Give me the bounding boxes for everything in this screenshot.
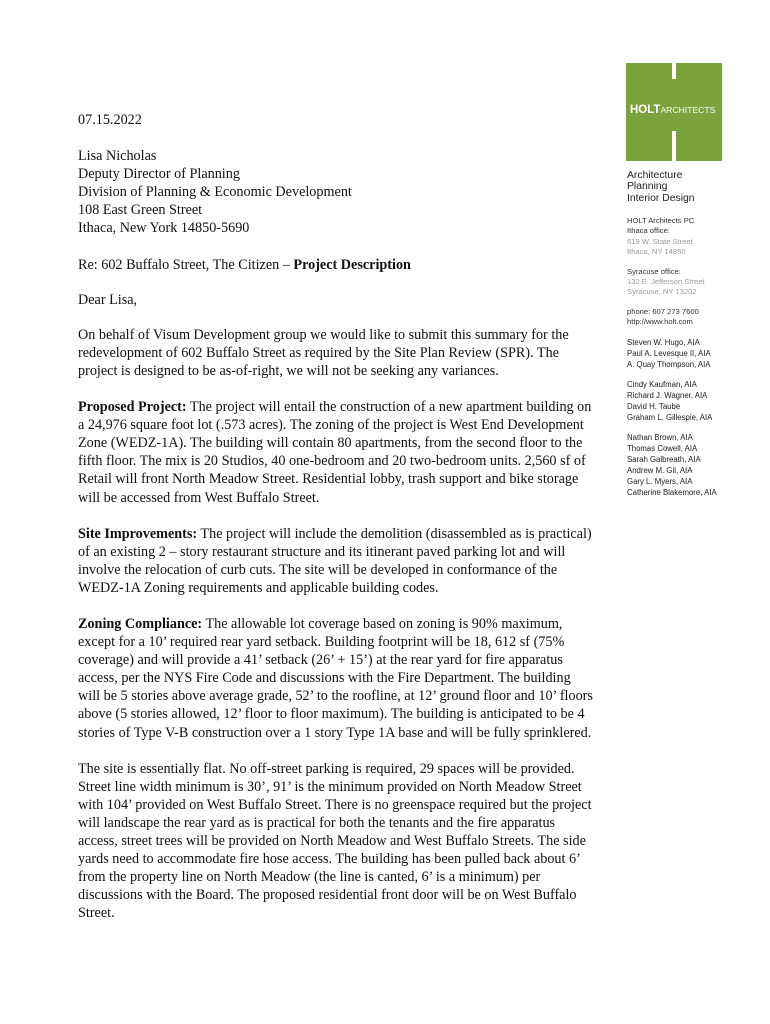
zoning-compliance-heading: Zoning Compliance: <box>78 615 203 632</box>
website-link[interactable]: http://www.holt.com <box>627 317 693 327</box>
subject-line <box>78 256 596 274</box>
principal-name: Sarah Galbreath, AIA <box>627 454 701 464</box>
subject-bold: Project Description <box>293 256 411 273</box>
holt-architects-logo <box>626 63 722 161</box>
principals-group-3 <box>627 432 747 498</box>
proposed-project-heading: Proposed Project: <box>78 399 187 416</box>
recipient-name: Lisa Nicholas <box>78 148 157 165</box>
principal-name: Thomas Cowell, AIA <box>627 443 698 453</box>
syracuse-office-block <box>627 267 747 298</box>
logo-architects: ARCHITECTS <box>660 105 716 115</box>
firm-name: HOLT Architects PC <box>627 215 695 225</box>
letter-body <box>78 111 596 940</box>
syracuse-city: Syracuse, NY 13202 <box>627 287 697 297</box>
principal-name: Cindy Kaufman, AIA <box>627 379 697 389</box>
site-improvements-heading: Site Improvements: <box>78 525 198 542</box>
principals-list <box>627 337 747 498</box>
ithaca-office-block <box>627 216 747 258</box>
principal-name: Richard J. Wagner, AIA <box>627 390 708 400</box>
ithaca-office-label: Ithaca office: <box>627 226 670 236</box>
principal-name: Catherine Blakemore, AIA <box>627 487 717 497</box>
principal-name: A. Quay Thompson, AIA <box>627 359 711 369</box>
site-improvements-paragraph <box>78 525 596 597</box>
principal-name: Gary L. Myers, AIA <box>627 476 693 486</box>
site-improvements-text: The project will include the demolition (disassembled as is practical) of an existing 2 – story restaurant structure and its itinerant paved parking lot and will involve the relocation of curb cuts. The site will be developed in conformance of the WEDZ-1A Zoning requirements and applicable building codes. <box>78 525 592 596</box>
syracuse-street: 132 E. Jefferson Street <box>627 276 705 286</box>
subject-prefix: Re: 602 Buffalo Street, The Citizen – <box>78 256 294 273</box>
zoning-compliance-text: The allowable lot coverage based on zoning is 90% maximum, except for a 10’ required rear yard setback. Building footprint will be 18, 612 sf (75% coverage) and will provide a 41’ setback (26’ + 15’) at the rear yard for fire apparatus access, per the NYS Fire Code and discussions with the Fire Department. The building will be 5 stories above average grade, 52’ to the roofline, at 12’ ground floor and 10’ floors above (5 stories allowed, 12’ floor to floor maximum). The building is anticipated to be 4 stories of Type V-B construction over a 1 story Type 1A base and will be fully sprinklered. <box>78 615 593 741</box>
greeting: Dear Lisa, <box>78 291 138 308</box>
site-description-paragraph: The site is essentially flat. No off-street parking is required, 29 spaces will be provided. Street line width minimum is 30’, 91’ is the minimum provided on North Meadow Street with 104’ provided on West Buffalo Street. There is no greenspace required but the project will landscape the rear yard as is practical for both the tenants and the fire apparatus access, street trees will be provided on North Meadow and West Buffalo Streets. The side yards need to accommodate fire hose access. The building has been pulled back about 6’ from the property line on North Meadow (the line is canted, 6’ is a minimum) per discussions with the Board. The proposed residential front door will be on West Buffalo Street. <box>78 760 592 922</box>
recipient-city: Ithaca, New York 14850-5690 <box>78 220 250 237</box>
logo-holt: HOLT <box>630 104 661 116</box>
syracuse-office-label: Syracuse office: <box>627 266 681 276</box>
zoning-compliance-paragraph <box>78 615 596 742</box>
proposed-project-text: The project will entail the construction of a new apartment building on a 24,976 square foot lot (.573 acres). The zoning of the project is West End Development Zone (WEDZ-1A). The building will contain 80 apartments, from the second floor to the fifth floor. The mix is 20 Studios, 40 one-bedroom and 20 two-bedroom units. 2,560 sf of Retail will front North Meadow Street. Residential lobby, trash support and bike storage will be accessed from West Buffalo Street. <box>78 399 592 506</box>
principal-name: Steven W. Hugo, AIA <box>627 337 700 347</box>
principal-name: David H. Taube <box>627 401 681 411</box>
ithaca-street: 619 W. State Street <box>627 236 693 246</box>
principals-group-1 <box>627 337 747 370</box>
service-planning: Planning <box>627 181 668 193</box>
intro-paragraph: On behalf of Visum Development group we would like to submit this summary for the redevelopment of 602 Buffalo Street as required by the Site Plan Review (SPR). The project is designed to be as-of-right, we will not be seeking any variances. <box>78 326 569 379</box>
phone-number: phone: 607 273 7600 <box>627 306 699 316</box>
logo-top-bar <box>672 63 676 79</box>
recipient-title: Deputy Director of Planning <box>78 166 240 183</box>
services-list <box>627 170 747 204</box>
ithaca-city: Ithaca, NY 14850 <box>627 247 686 257</box>
letter-date: 07.15.2022 <box>78 112 142 128</box>
principal-name: Andrew M. Gil, AIA <box>627 465 693 475</box>
proposed-project-paragraph <box>78 398 596 507</box>
principal-name: Graham L. Gillespie, AIA <box>627 412 713 422</box>
logo-wordmark <box>630 104 715 116</box>
principals-group-2 <box>627 379 747 423</box>
letterhead-sidebar <box>627 170 747 507</box>
recipient-division: Division of Planning & Economic Development <box>78 184 352 201</box>
recipient-address <box>78 147 596 237</box>
principal-name: Nathan Brown, AIA <box>627 432 693 442</box>
recipient-street: 108 East Green Street <box>78 202 203 219</box>
service-architecture: Architecture <box>627 170 683 181</box>
service-interior-design: Interior Design <box>627 192 695 204</box>
principal-name: Paul A. Levesque II, AIA <box>627 348 711 358</box>
logo-bottom-bar <box>672 131 676 161</box>
contact-block <box>627 307 747 328</box>
